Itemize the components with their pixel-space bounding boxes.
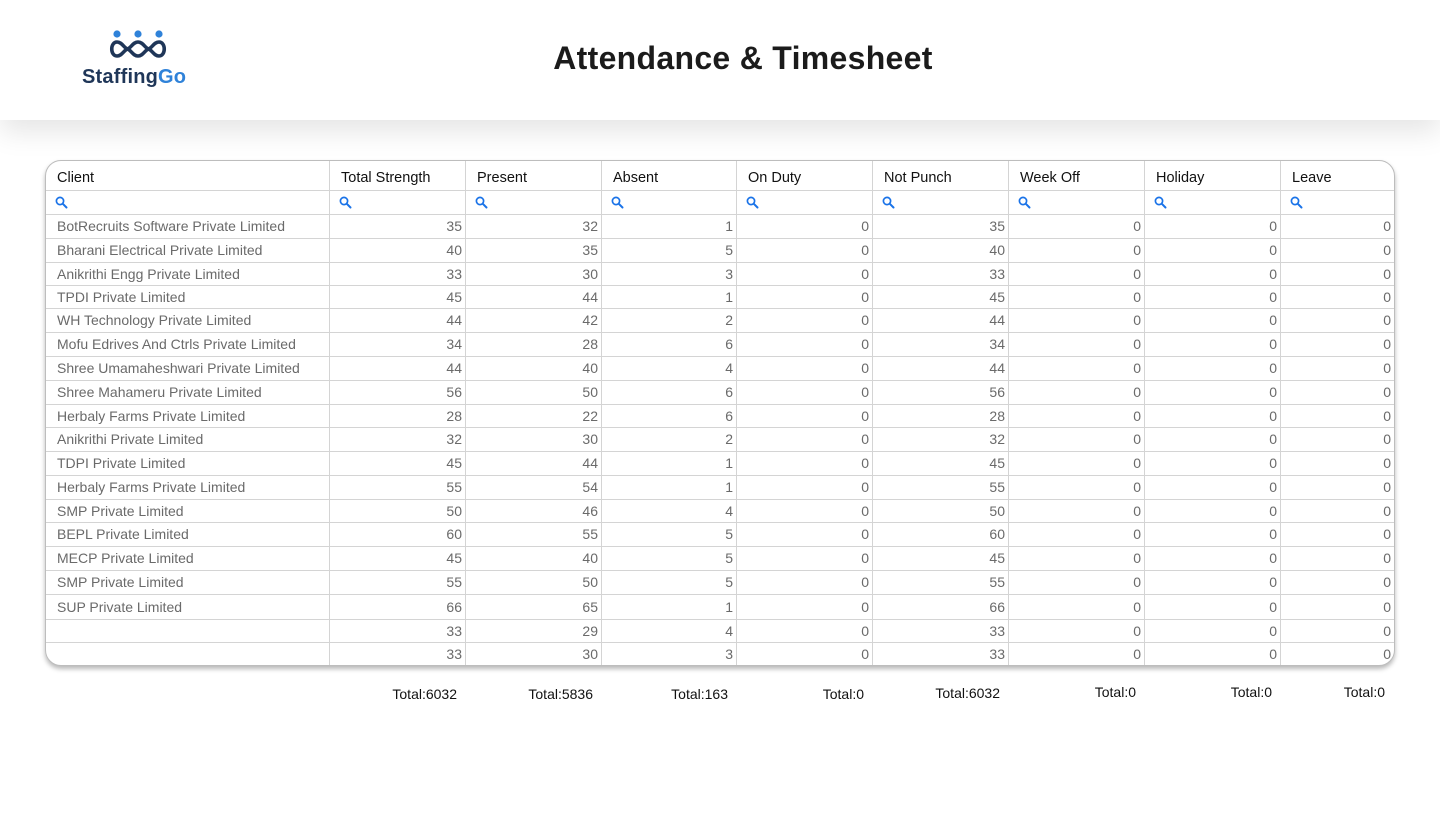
filter-cell-present[interactable] xyxy=(466,190,602,214)
absent-cell: 5 xyxy=(602,570,737,594)
present-cell: 30 xyxy=(466,427,602,451)
column-header-absent[interactable]: Absent xyxy=(602,161,737,190)
week-off-cell: 0 xyxy=(1009,499,1145,522)
holiday-cell: 0 xyxy=(1145,308,1281,332)
holiday-cell: 0 xyxy=(1145,570,1281,594)
total-strength-cell: 28 xyxy=(330,404,466,427)
table-row[interactable] xyxy=(46,619,1394,643)
absent-cell: 1 xyxy=(602,475,737,499)
week-off-cell: 0 xyxy=(1009,332,1145,356)
holiday-cell: 0 xyxy=(1145,451,1281,475)
present-cell: 44 xyxy=(466,285,602,308)
present-cell: 50 xyxy=(466,570,602,594)
present-cell: 32 xyxy=(466,214,602,238)
not-punch-cell: 45 xyxy=(873,451,1009,475)
client-name-cell xyxy=(46,619,330,642)
table-row[interactable] xyxy=(46,570,1394,595)
present-cell: 29 xyxy=(466,619,602,642)
total-present: Total:5836 xyxy=(528,686,593,702)
search-icon[interactable] xyxy=(882,196,895,209)
not-punch-cell: 66 xyxy=(873,594,1009,619)
client-name-cell: MECP Private Limited xyxy=(46,546,330,570)
leave-cell: 0 xyxy=(1383,431,1391,447)
total-strength-cell: 45 xyxy=(330,451,466,475)
totals-row xyxy=(45,680,1393,710)
week-off-cell: 0 xyxy=(1009,546,1145,570)
leave-cell: 0 xyxy=(1383,645,1391,662)
leave-cell: 0 xyxy=(1383,479,1391,495)
present-cell: 65 xyxy=(466,594,602,619)
total-strength-cell: 55 xyxy=(330,475,466,499)
on-duty-cell: 0 xyxy=(737,404,873,427)
search-icon[interactable] xyxy=(1154,196,1167,209)
table-row[interactable] xyxy=(46,522,1394,547)
total-strength-cell: 56 xyxy=(330,380,466,404)
present-cell: 44 xyxy=(466,451,602,475)
client-name-cell: WH Technology Private Limited xyxy=(46,308,330,332)
absent-cell: 4 xyxy=(602,356,737,380)
search-icon[interactable] xyxy=(611,196,624,209)
week-off-cell: 0 xyxy=(1009,285,1145,308)
leave-cell: 0 xyxy=(1383,574,1391,590)
present-cell: 30 xyxy=(466,262,602,285)
holiday-cell: 0 xyxy=(1145,262,1281,285)
week-off-cell: 0 xyxy=(1009,594,1145,619)
holiday-cell: 0 xyxy=(1145,546,1281,570)
week-off-cell: 0 xyxy=(1009,214,1145,238)
client-name-cell: Herbaly Farms Private Limited xyxy=(46,404,330,427)
on-duty-cell: 0 xyxy=(737,642,873,665)
filter-cell-leave[interactable] xyxy=(1281,190,1394,214)
present-cell: 55 xyxy=(466,522,602,546)
holiday-cell: 0 xyxy=(1145,332,1281,356)
total-total-strength: Total:6032 xyxy=(392,686,457,702)
total-strength-cell: 34 xyxy=(330,332,466,356)
search-icon[interactable] xyxy=(475,196,488,209)
on-duty-cell: 0 xyxy=(737,451,873,475)
total-strength-cell: 33 xyxy=(330,262,466,285)
client-name-cell: SMP Private Limited xyxy=(46,570,330,594)
leave-cell: 0 xyxy=(1383,384,1391,400)
not-punch-cell: 60 xyxy=(873,522,1009,546)
table-row[interactable] xyxy=(46,427,1394,452)
logo-text-staffing: Staffing xyxy=(82,66,159,88)
not-punch-cell: 33 xyxy=(873,262,1009,285)
not-punch-cell: 55 xyxy=(873,570,1009,594)
client-name-cell: Shree Umamaheshwari Private Limited xyxy=(46,356,330,380)
filter-cell-not-punch[interactable] xyxy=(873,190,1009,214)
column-header-on-duty[interactable]: On Duty xyxy=(737,161,873,190)
table-row[interactable] xyxy=(46,308,1394,333)
not-punch-cell: 33 xyxy=(873,619,1009,642)
table-row[interactable] xyxy=(46,475,1394,500)
not-punch-cell: 55 xyxy=(873,475,1009,499)
absent-cell: 5 xyxy=(602,238,737,262)
absent-cell: 4 xyxy=(602,619,737,642)
page-header xyxy=(0,0,1440,120)
absent-cell: 2 xyxy=(602,427,737,451)
client-name-cell xyxy=(46,642,330,665)
filter-cell-week-off[interactable] xyxy=(1009,190,1145,214)
logo-text-go: Go xyxy=(158,66,187,88)
present-cell: 42 xyxy=(466,308,602,332)
not-punch-cell: 35 xyxy=(873,214,1009,238)
not-punch-cell: 45 xyxy=(873,285,1009,308)
leave-cell: 0 xyxy=(1383,312,1391,328)
leave-cell: 0 xyxy=(1383,360,1391,376)
total-strength-cell: 33 xyxy=(330,619,466,642)
holiday-cell: 0 xyxy=(1145,238,1281,262)
absent-cell: 1 xyxy=(602,451,737,475)
table-row[interactable] xyxy=(46,285,1394,309)
total-week-off: Total:0 xyxy=(1094,684,1136,700)
absent-cell: 3 xyxy=(602,642,737,665)
attendance-table xyxy=(45,160,1395,666)
total-strength-cell: 45 xyxy=(330,285,466,308)
absent-cell: 1 xyxy=(602,594,737,619)
on-duty-cell: 0 xyxy=(737,522,873,546)
leave-cell: 0 xyxy=(1383,455,1391,471)
absent-cell: 3 xyxy=(602,262,737,285)
week-off-cell: 0 xyxy=(1009,404,1145,427)
client-name-cell: Anikrithi Private Limited xyxy=(46,427,330,451)
on-duty-cell: 0 xyxy=(737,570,873,594)
column-header-not-punch[interactable]: Not Punch xyxy=(873,161,1009,190)
table-row[interactable] xyxy=(46,380,1394,405)
present-cell: 40 xyxy=(466,356,602,380)
on-duty-cell: 0 xyxy=(737,380,873,404)
present-cell: 30 xyxy=(466,642,602,665)
column-header-holiday[interactable]: Holiday xyxy=(1145,161,1281,190)
not-punch-cell: 28 xyxy=(873,404,1009,427)
column-header-leave[interactable]: Leave xyxy=(1292,169,1332,186)
leave-cell: 0 xyxy=(1383,622,1391,639)
on-duty-cell: 0 xyxy=(737,427,873,451)
on-duty-cell: 0 xyxy=(737,475,873,499)
table-row[interactable] xyxy=(46,262,1394,286)
absent-cell: 1 xyxy=(602,214,737,238)
absent-cell: 5 xyxy=(602,546,737,570)
total-strength-cell: 50 xyxy=(330,499,466,522)
not-punch-cell: 32 xyxy=(873,427,1009,451)
table-row[interactable] xyxy=(46,356,1394,381)
search-icon[interactable] xyxy=(1290,196,1303,209)
total-holiday: Total:0 xyxy=(1230,684,1272,700)
absent-cell: 4 xyxy=(602,499,737,522)
client-name-cell: TPDI Private Limited xyxy=(46,285,330,308)
total-strength-cell: 60 xyxy=(330,522,466,546)
absent-cell: 6 xyxy=(602,380,737,404)
week-off-cell: 0 xyxy=(1009,475,1145,499)
week-off-cell: 0 xyxy=(1009,570,1145,594)
client-name-cell: Bharani Electrical Private Limited xyxy=(46,238,330,262)
total-strength-cell: 45 xyxy=(330,546,466,570)
on-duty-cell: 0 xyxy=(737,546,873,570)
holiday-cell: 0 xyxy=(1145,427,1281,451)
column-header-week-off[interactable]: Week Off xyxy=(1009,161,1145,190)
table-row[interactable] xyxy=(46,642,1394,665)
week-off-cell: 0 xyxy=(1009,262,1145,285)
table-row[interactable] xyxy=(46,451,1394,476)
search-icon[interactable] xyxy=(339,196,352,209)
total-strength-cell: 35 xyxy=(330,214,466,238)
week-off-cell: 0 xyxy=(1009,308,1145,332)
on-duty-cell: 0 xyxy=(737,308,873,332)
holiday-cell: 0 xyxy=(1145,404,1281,427)
table-row[interactable] xyxy=(46,214,1394,239)
client-name-cell: SMP Private Limited xyxy=(46,499,330,522)
total-absent: Total:163 xyxy=(671,686,728,702)
present-cell: 46 xyxy=(466,499,602,522)
table-row[interactable] xyxy=(46,546,1394,571)
leave-cell: 0 xyxy=(1383,598,1391,615)
leave-cell: 0 xyxy=(1383,502,1391,519)
client-name-cell: Anikrithi Engg Private Limited xyxy=(46,262,330,285)
client-name-cell: Shree Mahameru Private Limited xyxy=(46,380,330,404)
client-name-cell: Herbaly Farms Private Limited xyxy=(46,475,330,499)
on-duty-cell: 0 xyxy=(737,332,873,356)
column-header-present[interactable]: Present xyxy=(466,161,602,190)
total-strength-cell: 40 xyxy=(330,238,466,262)
table-header-row xyxy=(46,161,1394,191)
present-cell: 54 xyxy=(466,475,602,499)
search-icon[interactable] xyxy=(55,196,68,209)
week-off-cell: 0 xyxy=(1009,642,1145,665)
total-strength-cell: 44 xyxy=(330,308,466,332)
total-strength-cell: 44 xyxy=(330,356,466,380)
column-header-total-strength[interactable]: Total Strength xyxy=(330,161,466,190)
filter-cell-holiday[interactable] xyxy=(1145,190,1281,214)
holiday-cell: 0 xyxy=(1145,642,1281,665)
not-punch-cell: 56 xyxy=(873,380,1009,404)
client-name-cell: BotRecruits Software Private Limited xyxy=(46,214,330,238)
holiday-cell: 0 xyxy=(1145,475,1281,499)
total-strength-cell: 66 xyxy=(330,594,466,619)
absent-cell: 5 xyxy=(602,522,737,546)
total-strength-cell: 32 xyxy=(330,427,466,451)
not-punch-cell: 40 xyxy=(873,238,1009,262)
total-strength-cell: 55 xyxy=(330,570,466,594)
table-row[interactable] xyxy=(46,499,1394,523)
client-name-cell: TDPI Private Limited xyxy=(46,451,330,475)
search-icon[interactable] xyxy=(1018,196,1031,209)
week-off-cell: 0 xyxy=(1009,380,1145,404)
client-name-cell: Mofu Edrives And Ctrls Private Limited xyxy=(46,332,330,356)
total-strength-cell: 33 xyxy=(330,642,466,665)
leave-cell: 0 xyxy=(1383,288,1391,305)
absent-cell: 6 xyxy=(602,332,737,356)
page-title: Attendance & Timesheet xyxy=(553,40,933,76)
holiday-cell: 0 xyxy=(1145,214,1281,238)
not-punch-cell: 44 xyxy=(873,308,1009,332)
absent-cell: 1 xyxy=(602,285,737,308)
week-off-cell: 0 xyxy=(1009,451,1145,475)
total-not-punch: Total:6032 xyxy=(935,685,1000,701)
total-leave: Total:0 xyxy=(1343,684,1385,700)
on-duty-cell: 0 xyxy=(737,619,873,642)
present-cell: 22 xyxy=(466,404,602,427)
not-punch-cell: 45 xyxy=(873,546,1009,570)
present-cell: 28 xyxy=(466,332,602,356)
leave-cell: 0 xyxy=(1383,242,1391,258)
on-duty-cell: 0 xyxy=(737,499,873,522)
present-cell: 40 xyxy=(466,546,602,570)
holiday-cell: 0 xyxy=(1145,499,1281,522)
on-duty-cell: 0 xyxy=(737,356,873,380)
client-name-cell: SUP Private Limited xyxy=(46,594,330,619)
on-duty-cell: 0 xyxy=(737,214,873,238)
leave-cell: 0 xyxy=(1383,407,1391,424)
table-row[interactable] xyxy=(46,594,1394,620)
on-duty-cell: 0 xyxy=(737,594,873,619)
filter-cell-total-strength[interactable] xyxy=(330,190,466,214)
present-cell: 35 xyxy=(466,238,602,262)
week-off-cell: 0 xyxy=(1009,522,1145,546)
table-row[interactable] xyxy=(46,332,1394,357)
client-name-cell: BEPL Private Limited xyxy=(46,522,330,546)
holiday-cell: 0 xyxy=(1145,380,1281,404)
holiday-cell: 0 xyxy=(1145,356,1281,380)
leave-cell: 0 xyxy=(1383,526,1391,542)
not-punch-cell: 44 xyxy=(873,356,1009,380)
total-on-duty: Total:0 xyxy=(822,686,864,702)
week-off-cell: 0 xyxy=(1009,238,1145,262)
holiday-cell: 0 xyxy=(1145,619,1281,642)
not-punch-cell: 34 xyxy=(873,332,1009,356)
on-duty-cell: 0 xyxy=(737,262,873,285)
not-punch-cell: 50 xyxy=(873,499,1009,522)
absent-cell: 2 xyxy=(602,308,737,332)
filter-cell-absent[interactable] xyxy=(602,190,737,214)
leave-cell: 0 xyxy=(1383,336,1391,352)
on-duty-cell: 0 xyxy=(737,285,873,308)
filter-cell-client[interactable] xyxy=(46,190,330,214)
leave-cell: 0 xyxy=(1383,550,1391,566)
week-off-cell: 0 xyxy=(1009,356,1145,380)
absent-cell: 6 xyxy=(602,404,737,427)
not-punch-cell: 33 xyxy=(873,642,1009,665)
holiday-cell: 0 xyxy=(1145,522,1281,546)
search-icon[interactable] xyxy=(746,196,759,209)
filter-row xyxy=(46,190,1394,215)
leave-cell: 0 xyxy=(1383,218,1391,234)
holiday-cell: 0 xyxy=(1145,285,1281,308)
column-header-client[interactable]: Client xyxy=(46,161,330,190)
holiday-cell: 0 xyxy=(1145,594,1281,619)
week-off-cell: 0 xyxy=(1009,619,1145,642)
table-row[interactable] xyxy=(46,404,1394,428)
leave-cell: 0 xyxy=(1383,265,1391,282)
filter-cell-on-duty[interactable] xyxy=(737,190,873,214)
present-cell: 50 xyxy=(466,380,602,404)
table-row[interactable] xyxy=(46,238,1394,263)
week-off-cell: 0 xyxy=(1009,427,1145,451)
on-duty-cell: 0 xyxy=(737,238,873,262)
